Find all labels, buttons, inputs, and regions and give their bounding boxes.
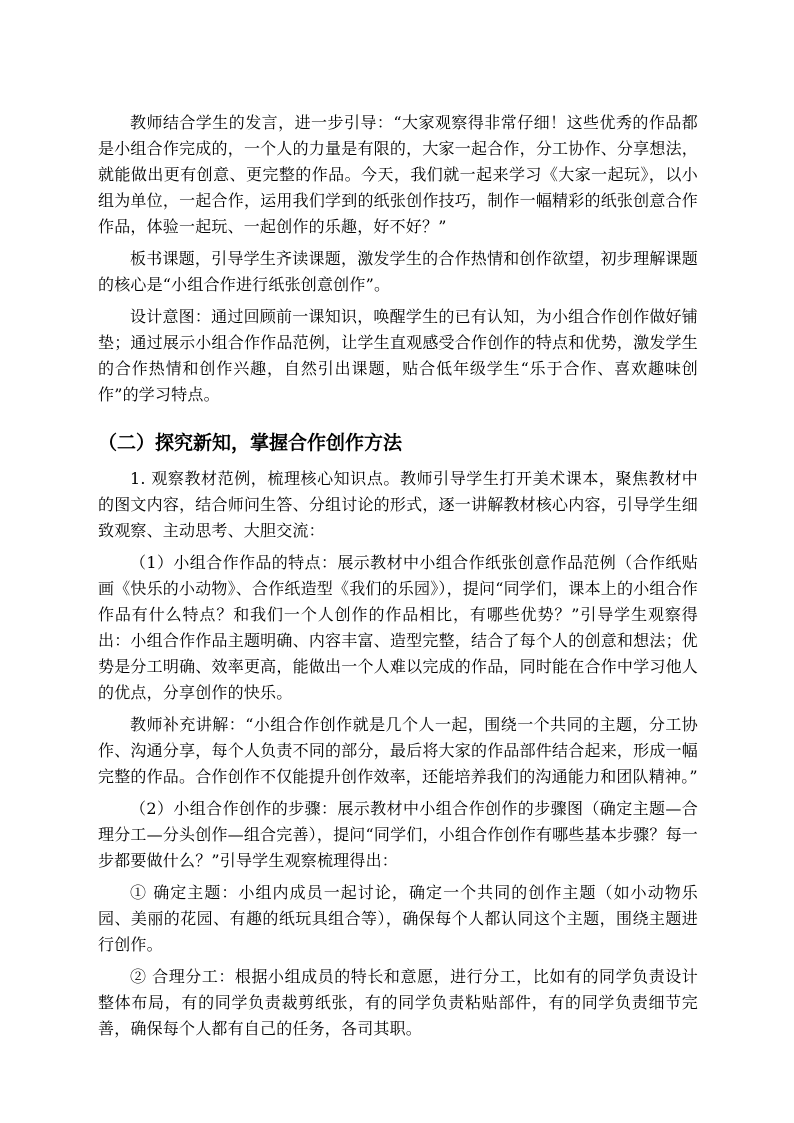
paragraph-step-1: ① 确定主题：小组内成员一起讨论，确定一个共同的创作主题（如小动物乐园、美丽的花园、有趣的纸玩具组合等），确保每个人都认同这个主题，围绕主题进行创作。 (98, 883, 698, 954)
paragraph-board-title: 板书课题，引导学生齐读课题，激发学生的合作热情和创作欲望，初步理解课题的核心是“小组合作进行纸张创意创作”。 (98, 249, 698, 294)
paragraph-design-intent: 设计意图：通过回顾前一课知识，唤醒学生的已有认知，为小组合作创作做好铺垫；通过展示小组合作作品范例，让学生直观感受合作创作的特点和优势，激发学生的合作热情和创作兴趣，自然引出课题，贴合低年级学生“乐于合作、喜欢趣味创作”的学习特点。 (98, 307, 698, 404)
paragraph-group-work-steps: （2）小组合作创作的步骤：展示教材中小组合作创作的步骤图（确定主题—合理分工—分头创作—组合完善），提问“同学们，小组合作创作有哪些基本步骤？每一步都要做什么？”引导学生观察梳理得出： (98, 799, 698, 870)
paragraph-group-work-features: （1）小组合作作品的特点：展示教材中小组合作纸张创意作品范例（合作纸贴画《快乐的小动物》、合作纸造型《我们的乐园》），提问“同学们，课本上的小组合作作品有什么特点？和我们一个人创作的作品相比，有哪些优势？”引导学生观察得出：小组合作作品主题明确、内容丰富、造型完整，结合了每个人的创意和想法；优势是分工明确、效率更高，能做出一个人难以完成的作品，同时能在合作中学习他人的优点，分享创作的快乐。 (98, 553, 698, 702)
paragraph-teacher-explanation: 教师补充讲解：“小组合作创作就是几个人一起，围绕一个共同的主题，分工协作、沟通分享，每个人负责不同的部分，最后将大家的作品部件结合起来，形成一幅完整的作品。合作创作不仅能提升创作效率，还能培养我们的沟通能力和团队精神。” (98, 715, 698, 786)
section-heading: （二）探究新知，掌握合作创作方法 (98, 432, 403, 454)
paragraph-step-2: ② 合理分工：根据小组成员的特长和意愿，进行分工，比如有的同学负责设计整体布局，有的同学负责裁剪纸张，有的同学负责粘贴部件，有的同学负责细节完善，确保每个人都有自己的任务，各司其职。 (98, 967, 698, 1038)
paragraph-teacher-guidance: 教师结合学生的发言，进一步引导：“大家观察得非常仔细！这些优秀的作品都是小组合作完成的，一个人的力量是有限的，大家一起合作，分工协作、分享想法，就能做出更有创意、更完整的作品。今天，我们就一起来学习《大家一起玩》，以小组为单位，一起合作，运用我们学到的纸张创作技巧，制作一幅精彩的纸张创意合作作品，体验一起玩、一起创作的乐趣，好不好？” (98, 113, 698, 236)
paragraph-observe-examples: 1. 观察教材范例，梳理核心知识点。教师引导学生打开美术课本，聚焦教材中的图文内容，结合师问生答、分组讨论的形式，逐一讲解教材核心内容，引导学生细致观察、主动思考、大胆交流： (98, 469, 698, 540)
document-body (98, 110, 698, 1048)
